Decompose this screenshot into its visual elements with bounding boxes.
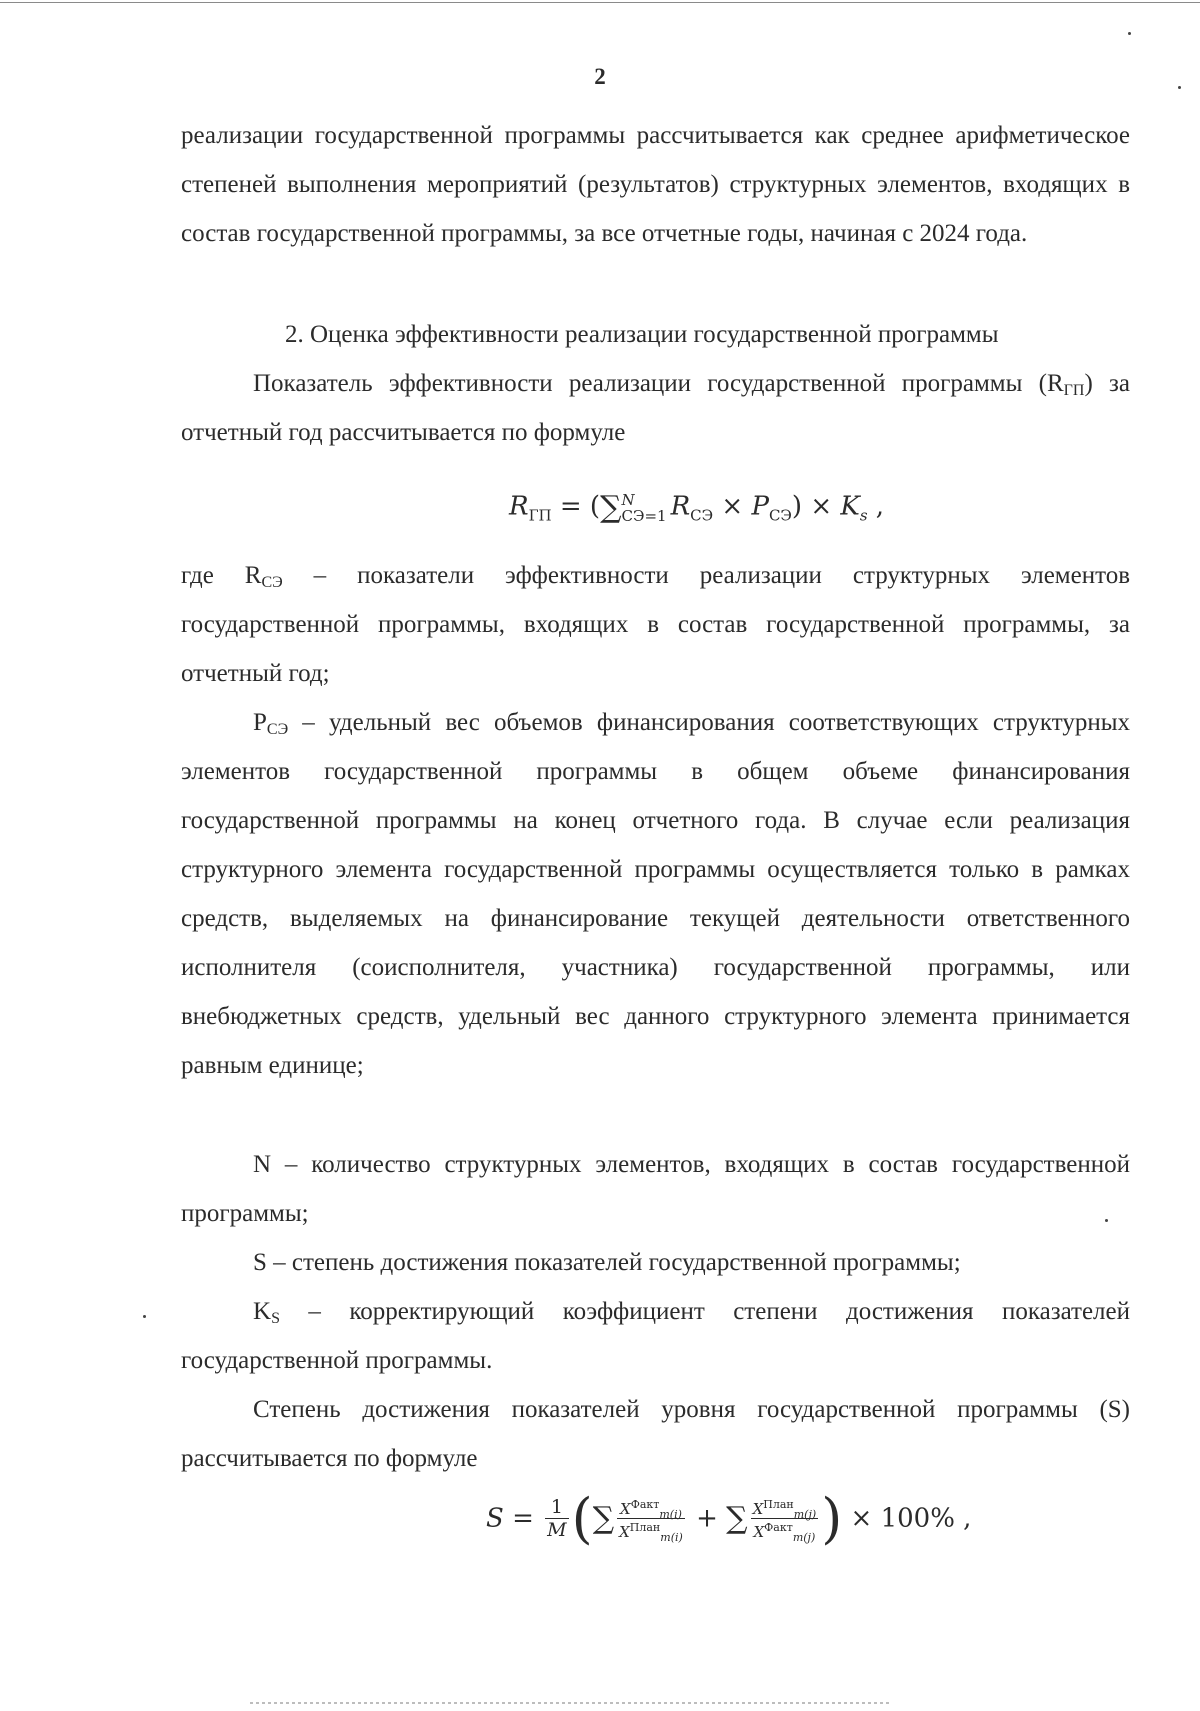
formula2-tail: × 100% , [842, 1503, 972, 1534]
formula-s [486, 1487, 971, 1550]
fraction-fact-denominator [751, 1519, 819, 1544]
sub-mi: m(i) [660, 1531, 683, 1544]
page-number: 2 [594, 64, 606, 89]
formula-p-sub: СЭ [768, 506, 792, 525]
pse-symbol: P [253, 709, 267, 736]
sub-mi: m(i) [659, 1508, 682, 1521]
x-var: X [753, 1523, 765, 1541]
sup-fact: Факт [630, 1498, 660, 1511]
sum-upper: N [621, 490, 635, 509]
formula-k: K [840, 491, 860, 522]
paragraph-s-formula-intro: Степень достижения показателей уровня государственной программы (S) рассчитывается по формуле [181, 1396, 1130, 1472]
def-text: – показатели эффективности реализации структурных элементов государственной программы, входящих в состав государственной программы, за отчетный год; [181, 562, 1131, 687]
def-prefix: где R [181, 562, 262, 589]
close-paren: ) [821, 1487, 843, 1550]
x-var: X [752, 1500, 764, 1518]
sup-plan: План [763, 1498, 794, 1511]
formula2-lhs: S [486, 1503, 504, 1534]
paragraph-rse-definition [181, 551, 1130, 698]
paragraph-continuation: реализации государственной программы рассчитывается как среднее арифметическое степеней выполнения мероприятий (результатов) структурных элементов, входящих в состав государственной программы, за все отчетные годы, начиная с 2024 года. [181, 122, 1130, 247]
pse-text: – удельный вес объемов финансирования соответствующих структурных элементов государственной программы в общем объеме финансирования государственной программы на конец отчетного года. В случае если реализация структурного элемента государственной программы осуществляется только в рамках средств, выделяемых на финансирование текущей деятельности ответственного исполнителя (соисполнителя, участника) государственной программы, или внебюджетных средств, удельный вес данного структурного элемента принимается равным единице; [181, 709, 1130, 1079]
paragraph-efficiency-intro: Показатель эффективности реализации государственной программы $(R_{ГП})$ за отчетный год рассчитывается по формуле [181, 370, 1131, 446]
formula-p: P [751, 491, 769, 522]
pse-sub: СЭ [266, 721, 289, 738]
paragraph-text: Показатель эффективности реализации государственной программы [253, 370, 1023, 397]
scan-speck [143, 1315, 146, 1318]
x-var: X [619, 1523, 630, 1541]
sub-mj: m(j) [792, 1531, 816, 1544]
fraction-plan-denominator [617, 1519, 685, 1544]
formula2-eq: = [503, 1503, 543, 1534]
sum-symbol: ∑ [600, 490, 622, 525]
formula-r-sub: СЭ [690, 506, 714, 525]
scan-top-border [0, 2, 1200, 3]
scan-speck [1178, 86, 1181, 89]
formula-r-gp [509, 490, 884, 525]
paragraph-text-tail: ) за отчетный год рассчитывается по формуле [181, 370, 1131, 446]
formula-r: R [670, 491, 691, 522]
paragraph-pse-definition [181, 698, 1130, 1090]
fraction-fact-numerator [617, 1496, 685, 1519]
paragraph-ks-definition [181, 1287, 1130, 1385]
open-paren: ( [571, 1487, 593, 1550]
sum-lower: СЭ=1 [621, 506, 667, 525]
formula2-plus: + [687, 1503, 727, 1534]
fraction-fact-over-plan [617, 1496, 685, 1544]
ks-text: – корректирующий коэффициент степени достижения показателей государственной программы. [181, 1298, 1130, 1374]
sub-mj: m(j) [793, 1508, 817, 1521]
scan-bottom-artifact [250, 1702, 890, 1704]
fraction-plan-numerator [751, 1496, 819, 1519]
ks-symbol: K [253, 1298, 272, 1325]
formula-times: × [713, 491, 752, 522]
formula-k-sub: s [859, 506, 868, 525]
sup-plan: План [629, 1521, 661, 1534]
sup-fact: Факт [764, 1521, 793, 1534]
symbol-r: R [1046, 370, 1064, 397]
paragraph-s-definition: S – степень достижения показателей государственной программы; [253, 1249, 961, 1276]
formula-eq: = ( [551, 491, 601, 522]
formula-end: , [867, 491, 885, 522]
scan-speck [1105, 1219, 1108, 1222]
section-heading: 2. Оценка эффективности реализации государственной программы [285, 321, 999, 348]
paragraph-n-definition: N – количество структурных элементов, входящих в состав государственной программы; [181, 1151, 1130, 1227]
formula-lhs-sub: ГП [528, 506, 552, 525]
scan-speck [1128, 32, 1131, 35]
fraction-plan-over-fact [751, 1496, 819, 1544]
formula-lhs: R [509, 491, 529, 522]
fraction-numerator: 1 [545, 1496, 568, 1519]
x-var: X [620, 1500, 631, 1518]
fraction-denominator: M [547, 1519, 567, 1541]
sum-symbol-2: ∑ [726, 1501, 748, 1536]
symbol-r-sub: ГП [1063, 382, 1085, 399]
sum-symbol-1: ∑ [592, 1501, 615, 1536]
fraction-one-over-m [545, 1496, 568, 1541]
formula-close-times: ) × [791, 491, 841, 522]
def-sub: СЭ [261, 574, 283, 591]
ks-sub: S [271, 1310, 280, 1327]
